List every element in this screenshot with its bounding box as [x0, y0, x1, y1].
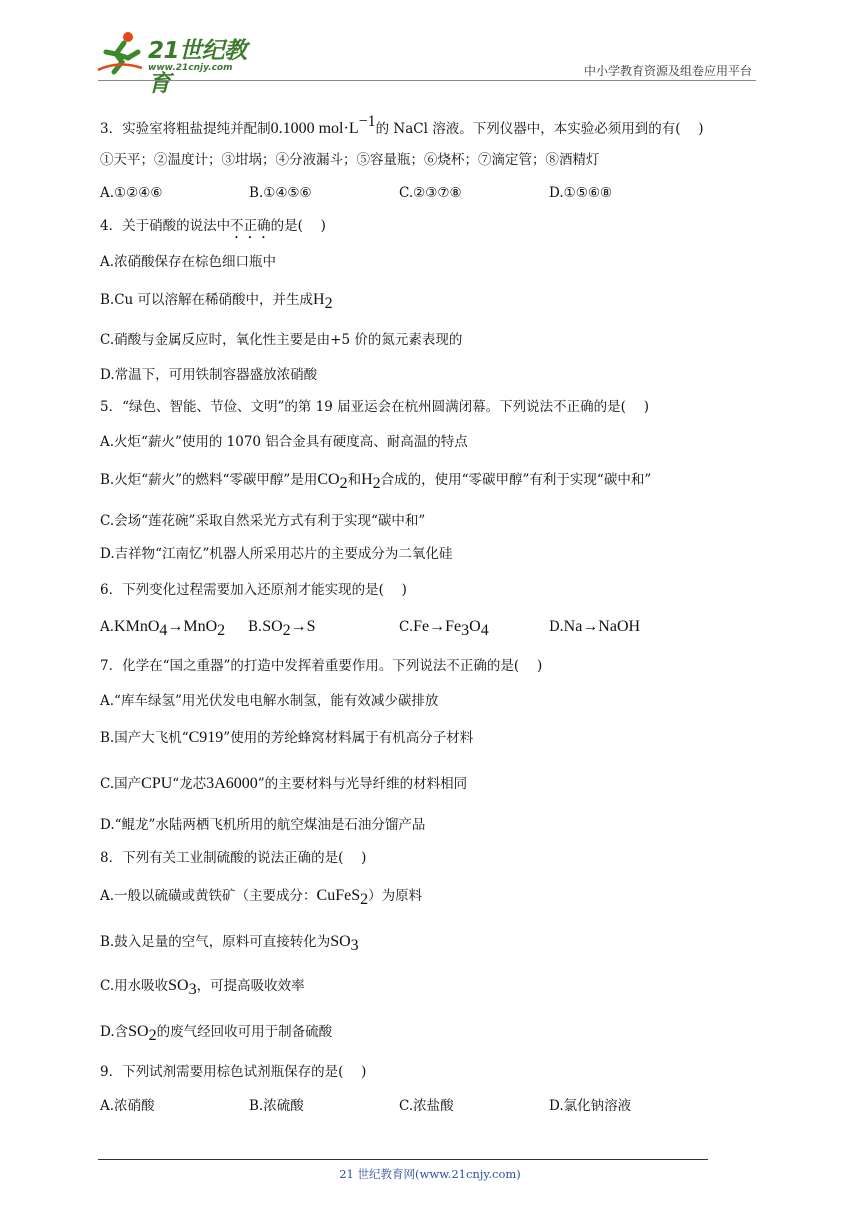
- q7-stem: 7．化学在“国之重器”的打造中发挥着重要作用。下列说法不正确的是( ): [100, 658, 543, 674]
- q4-option-a[interactable]: A.浓硝酸保存在棕色细口瓶中: [100, 254, 277, 270]
- q5-option-b[interactable]: B.火炬“薪火”的燃料“零碳甲醇”是用$CO_2$和$H_2$合成的，使用“零碳甲醇”有利于实现“碳中和”: [100, 471, 652, 492]
- logo-text: 21世纪教育: [148, 38, 247, 97]
- platform-name: 中小学教育资源及组卷应用平台: [583, 64, 752, 78]
- q3-option-b[interactable]: B.①④⑤⑥: [249, 185, 312, 201]
- q7-option-d[interactable]: D.“鲲龙”水陆两栖飞机所用的航空煤油是石油分馏产品: [100, 817, 426, 833]
- q5-option-a[interactable]: A.火炬“薪火”使用的 1070 铝合金具有硬度高、耐高温的特点: [100, 434, 468, 450]
- q4-option-c[interactable]: C.硝酸与金属反应时，氧化性主要是由+5 价的氮元素表现的: [100, 332, 463, 348]
- q4-stem: 4．关于硝酸的说法中不正确的是( ): [100, 218, 326, 234]
- q9-option-b[interactable]: B.浓硫酸: [249, 1098, 304, 1114]
- q6-option-b[interactable]: $B.SO_2\to S$: [248, 618, 316, 639]
- q8-option-b[interactable]: B.鼓入足量的空气，原料可直接转化为$SO_3$: [100, 933, 359, 954]
- q6-option-c[interactable]: $C.Fe\to Fe_3O_4$: [399, 618, 489, 639]
- page-header: [0, 0, 860, 97]
- q9-stem: 9．下列试剂需要用棕色试剂瓶保存的是( ): [100, 1064, 367, 1080]
- q9-option-c[interactable]: C.浓盐酸: [399, 1098, 454, 1114]
- q6-option-a[interactable]: A.KMnO$_4$→MnO$_2$: [100, 618, 226, 639]
- q8-stem: 8．下列有关工业制硫酸的说法正确的是( ): [100, 850, 367, 866]
- q7-option-a[interactable]: A.“库车绿氢”用光伏发电电解水制氢，能有效减少碳排放: [100, 693, 439, 709]
- q5-option-d[interactable]: D.吉祥物“江南忆”机器人所采用芯片的主要成分为二氧化硅: [100, 546, 453, 562]
- site-logo[interactable]: [94, 30, 259, 97]
- q6-option-d[interactable]: D.Na→NaOH: [549, 618, 641, 635]
- q5-stem: 5．“绿色、智能、节俭、文明”的第 19 届亚运会在杭州圆满闭幕。下列说法不正确的是( ): [100, 399, 649, 415]
- q3-items: ①天平；②温度计；③坩埚；④分液漏斗；⑤容量瓶；⑥烧杯；⑦滴定管；⑧酒精灯: [100, 152, 600, 168]
- q3-stem: 3．实验室将粗盐提纯并配制0.1000 $mol\cdot L^{-1}$的 NaCl 溶液。下列仪器中，本实验必须用到的有( ): [100, 113, 704, 137]
- q8-option-c[interactable]: C.用水吸收$SO_3$，可提高吸收效率: [100, 977, 305, 998]
- q6-stem: 6．下列变化过程需要加入还原剂才能实现的是( ): [100, 582, 407, 598]
- q8-option-d[interactable]: D.含$SO_2$的废气经回收可用于制备硫酸: [100, 1023, 333, 1044]
- q3-option-a[interactable]: A.①②④⑥: [100, 185, 163, 201]
- q3-option-d[interactable]: D.①⑤⑥⑧: [549, 185, 613, 201]
- footer-link[interactable]: 21 世纪教育网(www.21cnjy.com): [339, 1167, 521, 1181]
- header-divider: [98, 80, 756, 81]
- q7-option-b[interactable]: B.国产大飞机“C919”使用的芳纶蜂窝材料属于有机高分子材料: [100, 729, 474, 746]
- q9-option-a[interactable]: A.浓硝酸: [100, 1098, 155, 1114]
- q5-option-c[interactable]: C.会场“莲花碗”采取自然采光方式有利于实现“碳中和”: [100, 513, 426, 529]
- q4-option-b[interactable]: B.Cu 可以溶解在稀硝酸中，并生成$H_2$: [100, 291, 333, 312]
- emphasis-not-correct: 不正确: [230, 218, 271, 234]
- q3-option-c[interactable]: C.②③⑦⑧: [399, 185, 462, 201]
- q7-option-c[interactable]: C.国产CPU“龙芯3A6000”的主要材料与光导纤维的材料相同: [100, 775, 468, 792]
- runner-logo-icon: [94, 30, 146, 76]
- q4-option-d[interactable]: D.常温下，可用铁制容器盛放浓硝酸: [100, 367, 318, 383]
- q9-option-d[interactable]: D.氯化钠溶液: [549, 1098, 632, 1114]
- footer-divider: [98, 1159, 708, 1160]
- q8-option-a[interactable]: A.一般以硫磺或黄铁矿（主要成分：CuFeS$_2$）为原料: [100, 887, 423, 908]
- logo-url: www.21cnjy.com: [148, 63, 233, 73]
